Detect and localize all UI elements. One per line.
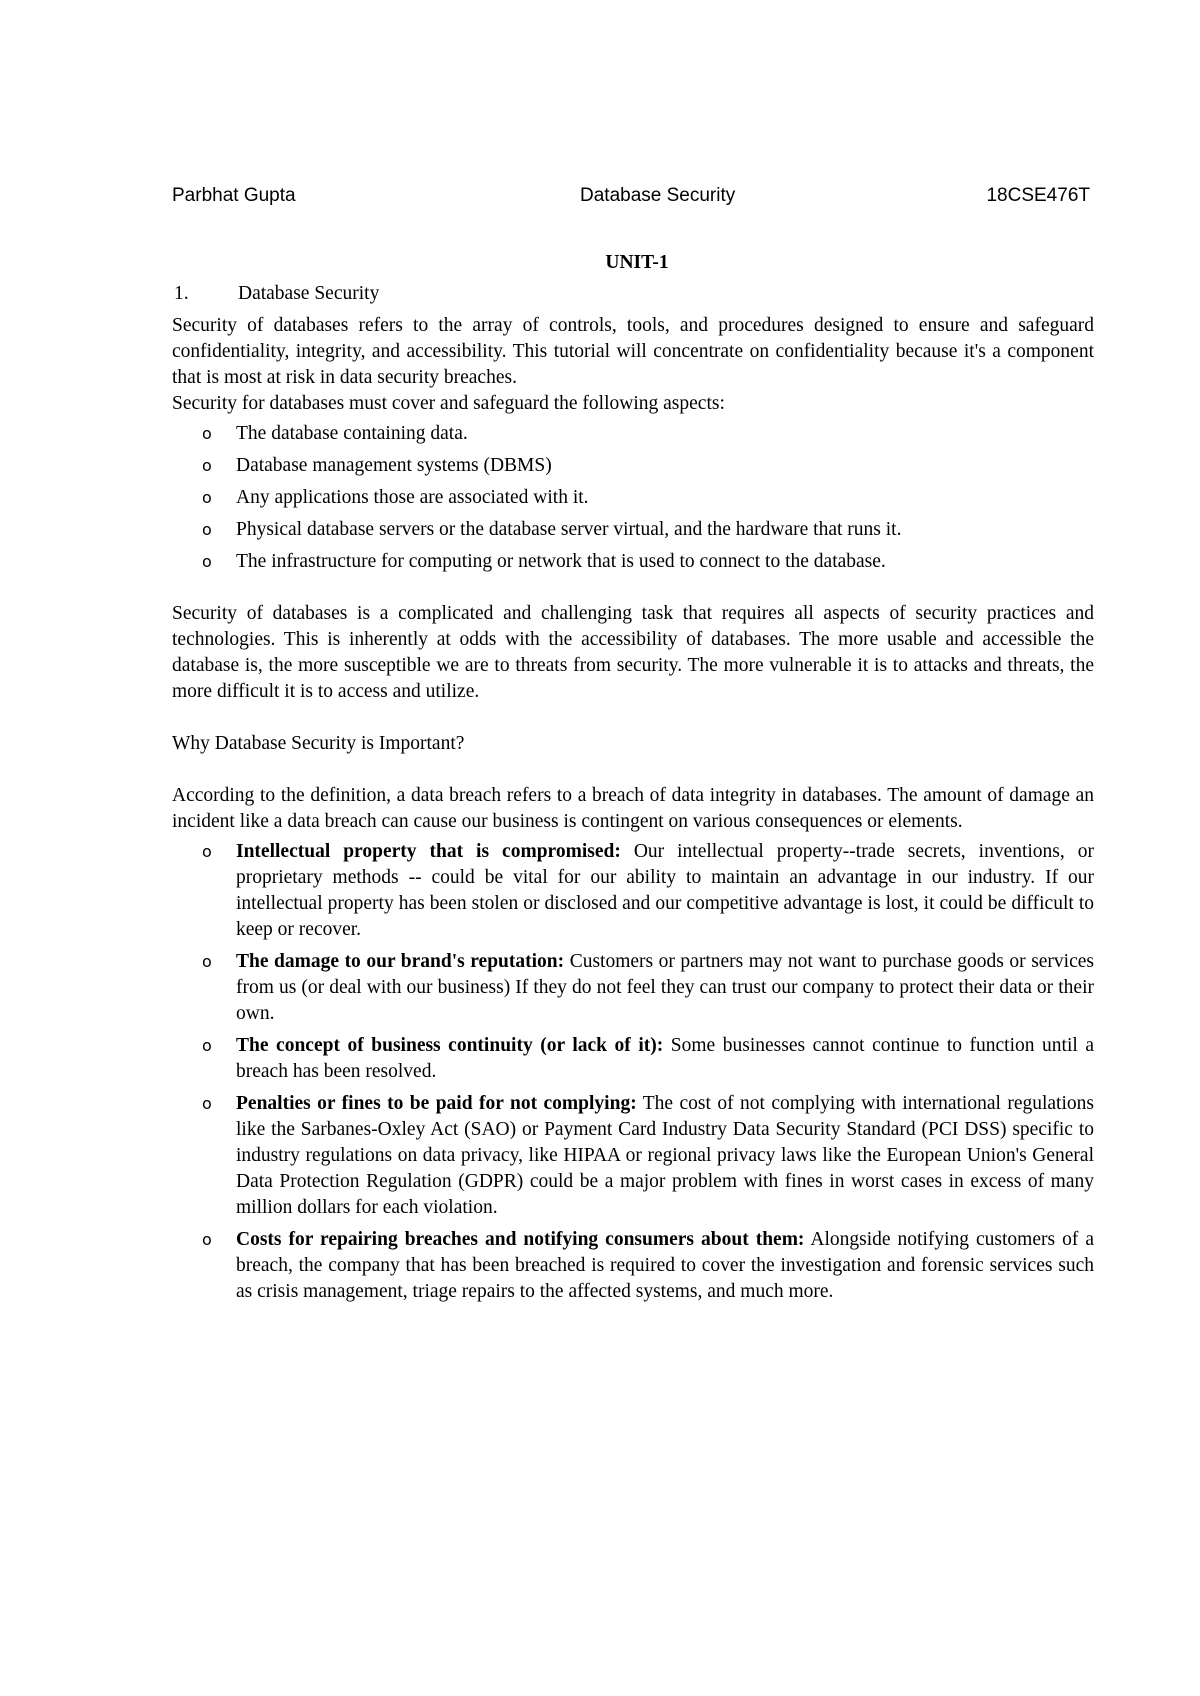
bullet-glyph: o bbox=[202, 1094, 212, 1113]
bullet-glyph: o bbox=[202, 1230, 212, 1249]
consequence-text: Our intellectual property--trade secrets, inventions, or proprietary methods -- could be vital for our ability to maintain an advantage in our industry. If our intellectual property has been stolen or disclosed and our competitive advantage is lost, it could be difficult to keep or recover. bbox=[236, 841, 1094, 940]
header-course-code: 18CSE476T bbox=[986, 185, 1090, 206]
aspects-list bbox=[172, 421, 1094, 575]
consequence-text: Some businesses cannot continue to function until a breach has been resolved. bbox=[236, 1035, 1094, 1082]
list-item-text: Physical database servers or the database server virtual, and the hardware that runs it. bbox=[236, 519, 902, 540]
bullet-glyph: o bbox=[202, 1036, 212, 1055]
why-heading: Why Database Security is Important? bbox=[172, 733, 465, 754]
list-item bbox=[202, 549, 1094, 575]
section-title: Database Security bbox=[238, 283, 380, 304]
list-item-text: The infrastructure for computing or network that is used to connect to the database. bbox=[236, 551, 886, 572]
header-author: Parbhat Gupta bbox=[172, 185, 296, 206]
list-item bbox=[202, 839, 1094, 943]
bullet-glyph: o bbox=[202, 842, 212, 861]
bullet-glyph: o bbox=[202, 952, 212, 971]
list-item bbox=[202, 453, 1094, 479]
consequence-lead: Penalties or fines to be paid for not complying: bbox=[236, 1093, 637, 1114]
unit-title: UNIT-1 bbox=[605, 252, 669, 273]
consequence-text: Alongside notifying customers of a breach, the company that has been breached is required to cover the investigation and forensic services such as crisis management, triage repairs to the affected systems, and much more. bbox=[236, 1229, 1094, 1302]
list-item bbox=[202, 421, 1094, 447]
document-body bbox=[172, 250, 1094, 1311]
list-item bbox=[202, 1033, 1094, 1085]
bullet-glyph: o bbox=[202, 424, 212, 443]
intro-paragraph: Security of databases refers to the array of controls, tools, and procedures designed to ensure and safeguard confidentiality, integrity, and accessibility. This tutorial will concentrate on confidentiality because it's a component that is most at risk in data security breaches. bbox=[172, 315, 1094, 388]
list-item-text: Database management systems (DBMS) bbox=[236, 455, 552, 476]
header-subject: Database Security bbox=[580, 185, 736, 206]
list-item-text: The database containing data. bbox=[236, 423, 468, 444]
section-heading bbox=[172, 281, 1094, 307]
consequence-text: The cost of not complying with international regulations like the Sarbanes-Oxley Act (SAO) or Payment Card Industry Data Security Standard (PCI DSS) specific to industry regulations on data privacy, like HIPAA or regional privacy laws like the European Union's General Data Protection Regulation (GDPR) could be a major problem with fines in worst cases in excess of many million dollars for each violation. bbox=[236, 1093, 1094, 1218]
section-number: 1. bbox=[174, 283, 189, 304]
list-item bbox=[202, 949, 1094, 1027]
list-item-text: Any applications those are associated with it. bbox=[236, 487, 589, 508]
list-item bbox=[202, 1091, 1094, 1221]
bullet-glyph: o bbox=[202, 520, 212, 539]
consequence-lead: The damage to our brand's reputation: bbox=[236, 951, 565, 972]
consequences-list bbox=[172, 839, 1094, 1305]
consequence-text: Customers or partners may not want to purchase goods or services from us (or deal with our business) If they do not feel they can trust our company to protect their data or their own. bbox=[236, 951, 1094, 1024]
page-header bbox=[172, 184, 1090, 208]
list-item bbox=[202, 485, 1094, 511]
complexity-paragraph: Security of databases is a complicated and challenging task that requires all aspects of security practices and technologies. This is inherently at odds with the accessibility of databases. The more usable and accessible the database is, the more susceptible we are to threats from security. The more vulnerable it is to attacks and threats, the more difficult it is to access and utilize. bbox=[172, 603, 1094, 702]
consequence-lead: Intellectual property that is compromised: bbox=[236, 841, 621, 862]
list-item bbox=[202, 517, 1094, 543]
breach-paragraph: According to the definition, a data breach refers to a breach of data integrity in databases. The amount of damage an incident like a data breach can cause our business is contingent on various consequences or elements. bbox=[172, 785, 1094, 832]
bullet-glyph: o bbox=[202, 456, 212, 475]
aspects-intro: Security for databases must cover and safeguard the following aspects: bbox=[172, 393, 725, 414]
consequence-lead: The concept of business continuity (or lack of it): bbox=[236, 1035, 664, 1056]
bullet-glyph: o bbox=[202, 552, 212, 571]
list-item bbox=[202, 1227, 1094, 1305]
bullet-glyph: o bbox=[202, 488, 212, 507]
consequence-lead: Costs for repairing breaches and notifying consumers about them: bbox=[236, 1229, 805, 1250]
